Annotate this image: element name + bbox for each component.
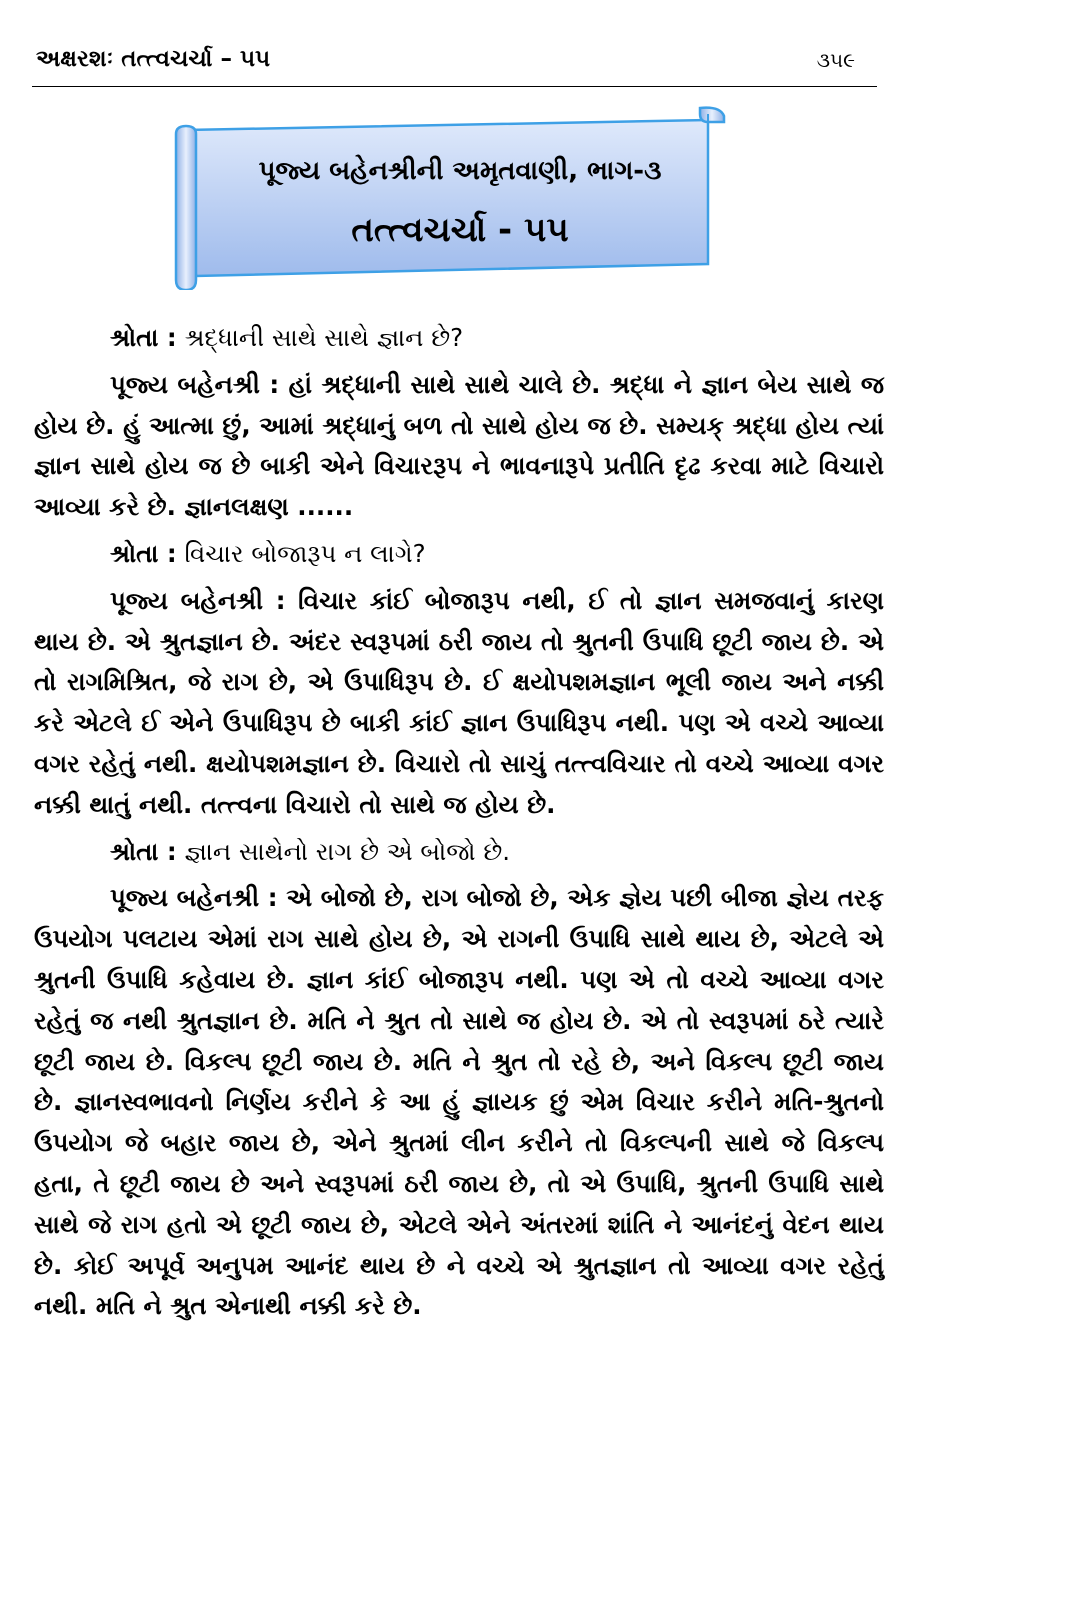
question-text: વિચાર બોજારૂપ ન લાગે? bbox=[184, 538, 426, 568]
question-paragraph bbox=[34, 826, 884, 879]
question-text: જ્ઞાન સાથેનો રાગ છે એ બોજો છે. bbox=[184, 836, 511, 866]
speaker-label: પૂજ્ય બહેનશ્રી : bbox=[110, 883, 278, 913]
speaker-label: શ્રોતા : bbox=[110, 323, 177, 352]
scroll-banner-shape bbox=[172, 104, 728, 290]
question-paragraph bbox=[34, 528, 884, 581]
banner-title: તત્ત્વચર્ચા - ૫૫ bbox=[351, 210, 569, 250]
answer-paragraph bbox=[34, 878, 884, 1327]
question-paragraph bbox=[34, 312, 884, 365]
scroll-banner bbox=[172, 104, 728, 290]
speaker-label: શ્રોતા : bbox=[110, 836, 177, 866]
page-header bbox=[32, 40, 877, 87]
speaker-label: શ્રોતા : bbox=[110, 538, 177, 568]
question-text: શ્રદ્ધાની સાથે સાથે જ્ઞાન છે? bbox=[184, 323, 464, 352]
answer-paragraph bbox=[34, 581, 884, 826]
dialogue-body bbox=[34, 312, 884, 1327]
answer-text: હાં શ્રદ્ધાની સાથે સાથે ચાલે છે. શ્રદ્ધા ને જ્ઞાન બેય સાથે જ હોય છે. હું આત્મા છું, આમાં શ્રદ્ધાનું બળ તો સાથે હોય જ છે. સમ્યક્ શ્રદ્ધા હોય ત્યાં જ્ઞાન સાથે હોય જ છે બાકી એને વિચારરૂપ ને ભાવનારૂપે પ્રતીતિ દૃઢ કરવા માટે વિચારો આવ્યા કરે છે. જ્ઞાનલક્ષણ ...... bbox=[34, 369, 884, 522]
banner-subtitle: પૂજ્ય બહેનશ્રીની અમૃતવાણી, ભાગ-૩ bbox=[258, 156, 662, 186]
answer-text: એ બોજો છે, રાગ બોજો છે, એક જ્ઞેય પછી બીજા જ્ઞેય તરફ ઉપયોગ પલટાય એમાં રાગ સાથે હોય છે, એ રાગની ઉપાધિ સાથે થાય છે, એટલે એ શ્રુતની ઉપાધિ કહેવાય છે. જ્ઞાન કાંઈ બોજારૂપ નથી. પણ એ તો વચ્ચે આવ્યા વગર રહેતું જ નથી શ્રુતજ્ઞાન છે. મતિ ને શ્રુત તો સાથે જ હોય છે. એ તો સ્વરૂપમાં ઠરે ત્યારે છૂટી જાય છે. વિકલ્પ છૂટી જાય છે. મતિ ને શ્રુત તો રહે છે, અને વિકલ્પ છૂટી જાય છે. જ્ઞાનસ્વભાવનો નિર્ણય કરીને કે આ હું જ્ઞાયક છું એમ વિચાર કરીને મતિ-શ્રુતનો ઉપયોગ જે બહાર જાય છે, એને શ્રુતમાં લીન કરીને તો વિકલ્પની સાથે જે વિકલ્પ હતા, તે છૂટી જાય છે અને સ્વરૂપમાં ઠરી જાય છે, તો એ ઉપાધિ, શ્રુતની ઉપાધિ સાથે સાથે જે રાગ હતો એ છૂટી જાય છે, એટલે એને અંતરમાં શાંતિ ને આનંદનું વેદન થાય છે. કોઈ અપૂર્વ અનુપમ આનંદ થાય છે ને વચ્ચે એ શ્રુતજ્ઞાન તો આવ્યા વગર રહેતું નથી. મતિ ને શ્રુત એનાથી નક્કી કરે છે. bbox=[34, 883, 884, 1321]
running-title: અક્ષરશઃ તત્ત્વચર્ચા – ૫૫ bbox=[36, 46, 271, 72]
speaker-label: પૂજ્ય બહેનશ્રી : bbox=[110, 585, 286, 615]
page-number: ૩૫૯ bbox=[816, 48, 855, 72]
answer-text: વિચાર કાંઈ બોજારૂપ નથી, ઈ તો જ્ઞાન સમજવાનું કારણ થાય છે. એ શ્રુતજ્ઞાન છે. અંદર સ્વરૂપમાં ઠરી જાય તો શ્રુતની ઉપાધિ છૂટી જાય છે. એ તો રાગમિશ્રિત, જે રાગ છે, એ ઉપાધિરૂપ છે. ઈ ક્ષયોપશમજ્ઞાન ભૂલી જાય અને નક્કી કરે એટલે ઈ એને ઉપાધિરૂપ છે બાકી કાંઈ જ્ઞાન ઉપાધિરૂપ નથી. પણ એ વચ્ચે આવ્યા વગર રહેતું નથી. ક્ષયોપશમજ્ઞાન છે. વિચારો તો સાચું તત્ત્વવિચાર તો વચ્ચે આવ્યા વગર નક્કી થાતું નથી. તત્ત્વના વિચારો તો સાથે જ હોય છે. bbox=[34, 585, 885, 819]
answer-paragraph bbox=[34, 365, 884, 528]
speaker-label: પૂજ્ય બહેનશ્રી : bbox=[110, 369, 280, 399]
